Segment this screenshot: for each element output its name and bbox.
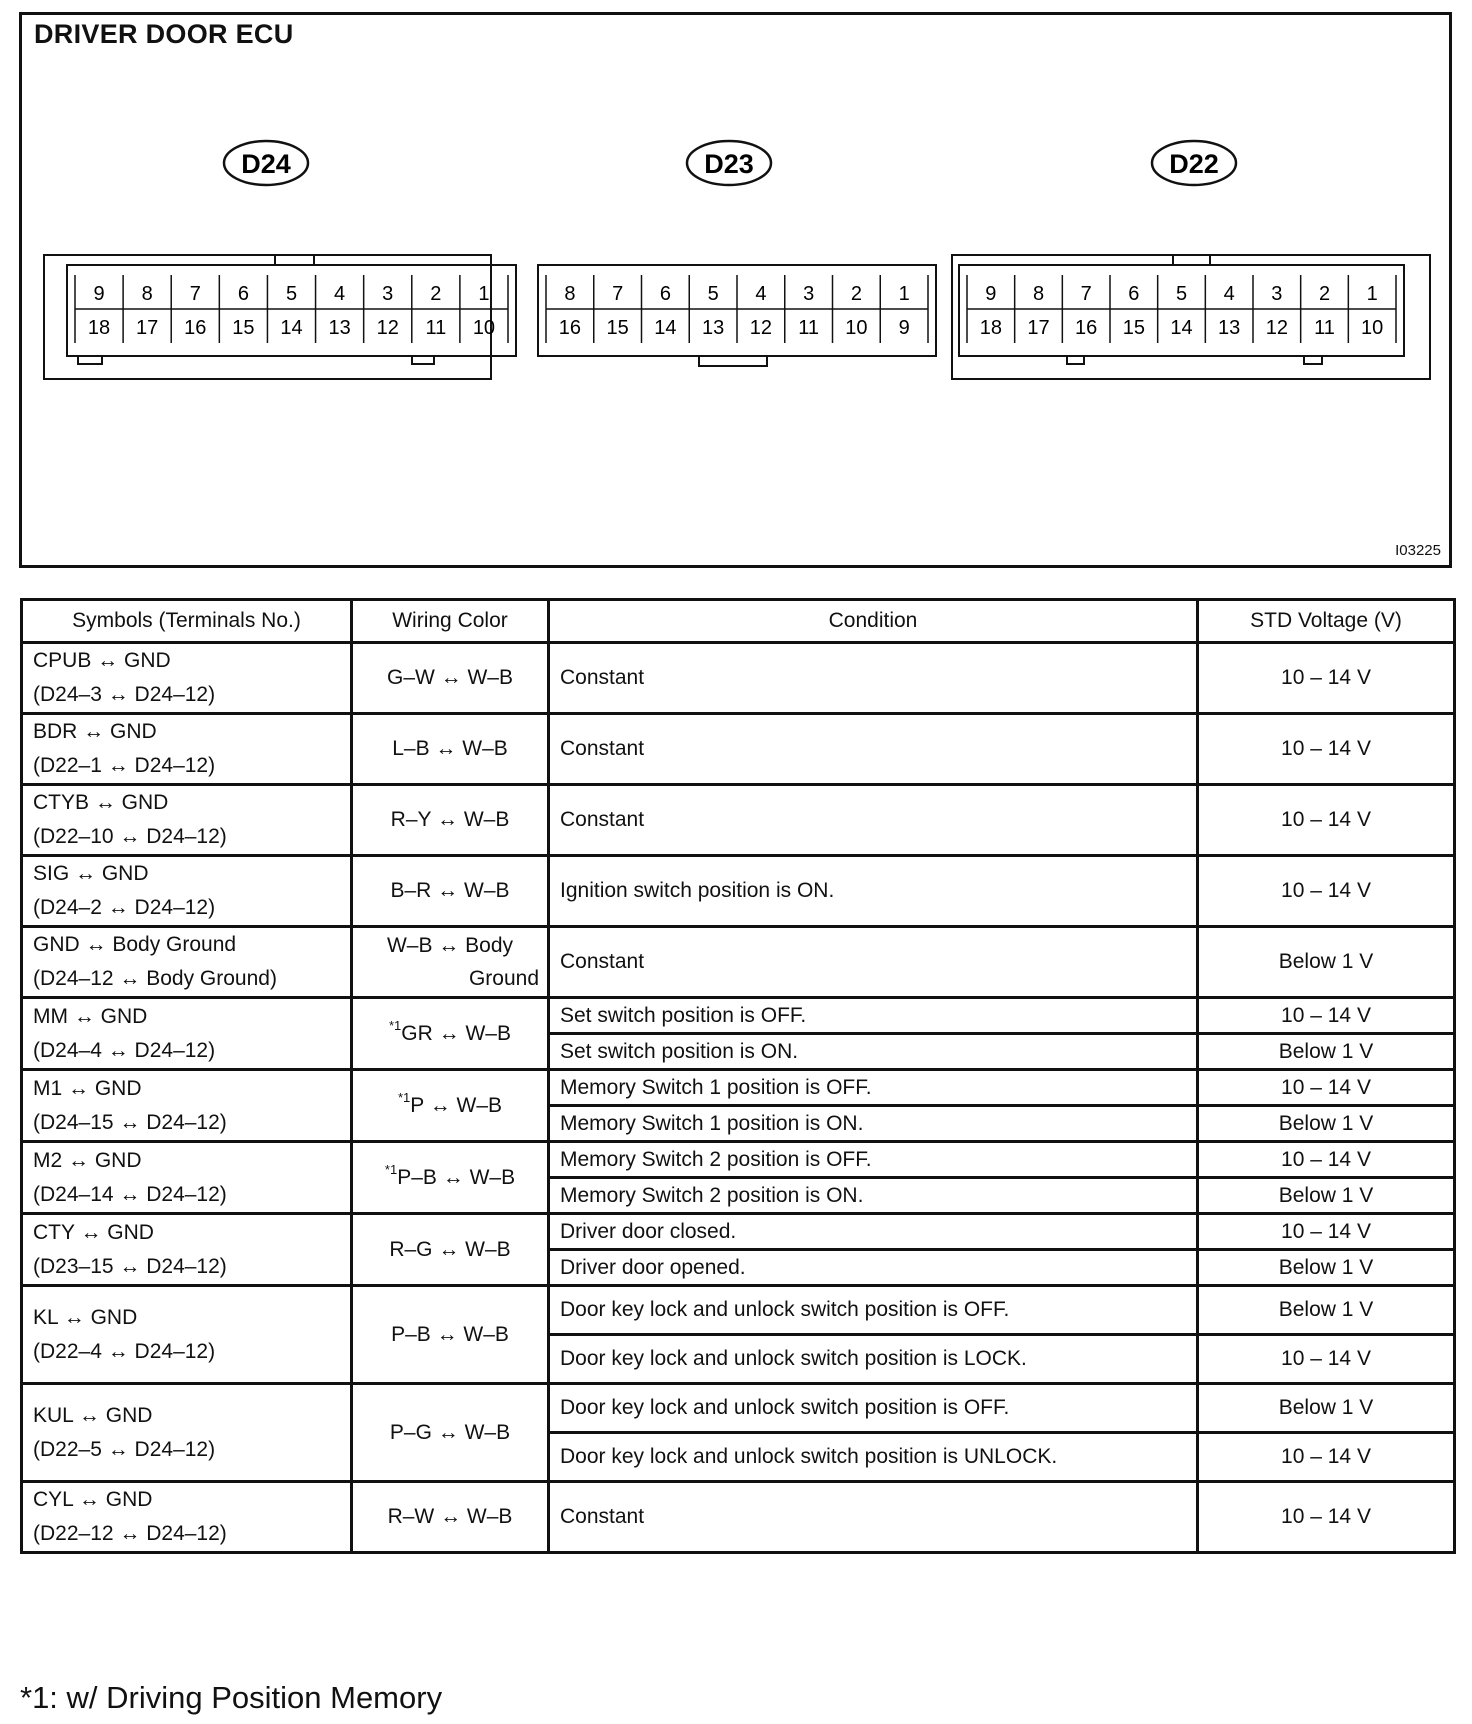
pin-number: 12 [749,317,772,339]
symbol-text: M1 ↔ GND [33,1076,142,1100]
symbol-cell [22,1482,352,1553]
wiring-color-text: P–B ↔ W–B [397,1165,516,1189]
wiring-color-text: B–R ↔ W–B [390,879,510,902]
terminal-numbers: (D24–12 ↔ Body Ground) [33,967,277,990]
wiring-color-cell [352,927,549,998]
pin-number: 13 [328,317,351,339]
wiring-color-text: GR ↔ W–B [401,1021,511,1045]
pin-number: 1 [898,283,910,305]
connector-tab [1067,356,1084,364]
pin-number: 16 [558,317,581,339]
condition-cell: Ignition switch position is ON. [549,856,1198,927]
std-voltage-cell: Below 1 V [1198,1106,1455,1142]
wiring-color-text: R–G ↔ W–B [389,1237,511,1261]
table-row [22,1482,1455,1553]
symbol-text: CTY ↔ GND [33,1220,154,1244]
symbol-cell [22,856,352,927]
header-wiring-color: Wiring Color [352,600,549,643]
terminal-numbers: (D22–1 ↔ D24–12) [33,754,216,777]
wiring-color-text: L–B ↔ W–B [392,737,508,760]
table-row [22,1384,1455,1433]
std-voltage-cell: Below 1 V [1198,1250,1455,1286]
symbol-text: SIG ↔ GND [33,862,149,885]
symbol-text: M2 ↔ GND [33,1148,142,1172]
pin-number: 6 [237,283,249,305]
std-voltage-cell: 10 – 14 V [1198,643,1455,714]
pin-number: 15 [232,317,255,339]
table-row [22,1286,1455,1335]
pin-number: 2 [430,283,442,305]
condition-cell: Driver door closed. [549,1214,1198,1250]
symbol-cell [22,1070,352,1142]
pin-number: 11 [425,317,447,339]
table-row [22,785,1455,856]
pin-number: 6 [1128,283,1140,305]
symbol-cell [22,643,352,714]
table-row [22,927,1455,998]
std-voltage-cell: 10 – 14 V [1198,1142,1455,1178]
connector-body [959,265,1404,356]
symbol-text: KUL ↔ GND [33,1403,153,1427]
symbol-cell [22,1142,352,1214]
pin-number: 4 [1223,283,1235,305]
wiring-color-text: W–B ↔ Body [386,934,514,957]
pin-number: 12 [376,317,399,339]
pin-number: 14 [280,317,303,339]
pin-number: 2 [1318,283,1331,305]
terminal-numbers: (D22–10 ↔ D24–12) [33,825,227,848]
pin-number: 1 [478,283,490,305]
condition-cell: Constant [549,927,1198,998]
pin-number: 10 [472,317,496,339]
pin-number: 4 [755,283,767,305]
pin-number: 11 [798,317,820,339]
footnote: *1: w/ Driving Position Memory [20,1680,443,1715]
pin-number: 5 [707,283,719,305]
pin-number: 5 [1175,283,1188,305]
pin-number: 7 [189,283,201,305]
symbol-cell [22,998,352,1070]
wiring-color-cell [352,856,549,927]
symbol-cell [22,714,352,785]
condition-cell: Constant [549,714,1198,785]
connector-tab [1304,356,1322,364]
std-voltage-cell: Below 1 V [1198,1384,1455,1433]
wiring-color-text-line2: Ground [468,967,539,990]
pin-number: 3 [382,283,394,305]
terminal-numbers: (D24–2 ↔ D24–12) [33,896,216,919]
std-voltage-cell: 10 – 14 V [1198,1335,1455,1384]
symbol-text: CYL ↔ GND [33,1488,153,1511]
footnote-marker: *1 [389,1017,402,1033]
std-voltage-cell: Below 1 V [1198,927,1455,998]
symbol-text: CPUB ↔ GND [33,649,171,672]
pin-number: 8 [141,283,153,305]
figure-id: I03225 [1395,542,1441,559]
symbol-text: GND ↔ Body Ground [33,933,237,956]
terminal-numbers: (D22–5 ↔ D24–12) [33,1437,216,1461]
pin-number: 2 [850,283,862,305]
pin-number: 9 [93,283,105,305]
wiring-color-cell [352,785,549,856]
pin-number: 3 [1271,283,1283,305]
std-voltage-cell: 10 – 14 V [1198,856,1455,927]
pin-number: 7 [612,283,624,305]
pin-number: 17 [1027,317,1050,339]
table-row [22,1214,1455,1250]
std-voltage-cell: 10 – 14 V [1198,785,1455,856]
pin-number: 9 [898,317,910,339]
footnote-marker: *1 [384,1161,398,1177]
table-row [22,1070,1455,1106]
std-voltage-cell: 10 – 14 V [1198,1214,1455,1250]
pin-number: 10 [1361,317,1384,339]
terminal-numbers: (D24–15 ↔ D24–12) [33,1110,227,1134]
pin-number: 16 [184,317,207,339]
std-voltage-cell: 10 – 14 V [1198,714,1455,785]
condition-cell: Door key lock and unlock switch position is LOCK. [549,1335,1198,1384]
table-header-row [22,600,1455,643]
symbol-cell [22,1286,352,1384]
wiring-color-cell [352,1214,549,1286]
terminal-numbers: (D24–14 ↔ D24–12) [33,1182,227,1206]
connector-label: D23 [704,149,754,179]
pin-number: 15 [606,317,629,339]
std-voltage-cell: Below 1 V [1198,1178,1455,1214]
std-voltage-cell: 10 – 14 V [1198,1482,1455,1553]
pin-number: 5 [285,283,298,305]
pin-number: 15 [1122,317,1145,339]
connector-diagram [19,12,1452,568]
table-body [22,643,1455,1553]
terminal-numbers: (D22–4 ↔ D24–12) [33,1339,216,1363]
condition-cell: Set switch position is OFF. [549,998,1198,1034]
condition-cell: Constant [549,643,1198,714]
condition-cell: Memory Switch 1 position is ON. [549,1106,1198,1142]
header-symbols: Symbols (Terminals No.) [22,600,352,643]
condition-cell: Door key lock and unlock switch position is UNLOCK. [549,1433,1198,1482]
wiring-color-cell [352,1384,549,1482]
connector-tab [78,356,102,364]
wiring-color-text: P–B ↔ W–B [391,1322,509,1346]
symbol-cell [22,1214,352,1286]
table-row [22,998,1455,1034]
condition-cell: Door key lock and unlock switch position is OFF. [549,1384,1198,1433]
connector-lock-key [699,356,767,366]
condition-cell: Door key lock and unlock switch position is OFF. [549,1286,1198,1335]
wiring-color-cell [352,643,549,714]
pin-number: 14 [654,317,677,339]
diagram-title: DRIVER DOOR ECU [34,19,294,49]
pin-number: 14 [1170,317,1193,339]
condition-cell: Driver door opened. [549,1250,1198,1286]
terminal-numbers: (D24–4 ↔ D24–12) [33,1038,216,1062]
symbol-cell [22,927,352,998]
wiring-color-text: R–Y ↔ W–B [390,808,510,831]
std-voltage-cell: Below 1 V [1198,1034,1455,1070]
pin-number: 10 [845,317,868,339]
wiring-color-cell [352,714,549,785]
pin-number: 18 [87,317,111,339]
symbol-cell [22,1384,352,1482]
pin-number: 13 [702,317,725,339]
condition-cell: Memory Switch 2 position is OFF. [549,1142,1198,1178]
pin-number: 16 [1075,317,1098,339]
connector-drawing [22,15,1449,565]
header-condition: Condition [549,600,1198,643]
symbol-text: BDR ↔ GND [33,720,157,743]
pin-number: 18 [979,317,1002,339]
symbol-text: KL ↔ GND [33,1305,138,1329]
terminal-numbers: (D23–15 ↔ D24–12) [33,1254,227,1278]
wiring-color-text: G–W ↔ W–B [386,666,513,689]
pin-number: 11 [1314,317,1335,339]
wiring-color-cell [352,1286,549,1384]
connector-tab [412,356,434,364]
wiring-color-cell [352,1070,549,1142]
condition-cell: Memory Switch 2 position is ON. [549,1178,1198,1214]
connector-body [67,265,516,356]
wiring-color-cell [352,1142,549,1214]
footnote-marker: *1 [397,1089,411,1105]
std-voltage-cell: 10 – 14 V [1198,1070,1455,1106]
wiring-color-cell [352,998,549,1070]
table-row [22,856,1455,927]
pin-number: 3 [803,283,815,305]
table-row [22,643,1455,714]
connector-label: D22 [1169,149,1219,179]
pin-number: 17 [136,317,159,339]
condition-cell: Constant [549,785,1198,856]
pin-number: 9 [985,283,997,305]
pin-number: 6 [659,283,671,305]
symbol-text: CTYB ↔ GND [33,791,169,814]
symbol-text: MM ↔ GND [33,1004,148,1028]
wiring-color-text: P–G ↔ W–B [389,1420,511,1444]
pin-number: 13 [1218,317,1241,339]
symbol-cell [22,785,352,856]
pin-number: 7 [1080,283,1092,305]
std-voltage-cell: 10 – 14 V [1198,1433,1455,1482]
pin-number: 12 [1265,317,1288,339]
std-voltage-cell: Below 1 V [1198,1286,1455,1335]
pin-number: 8 [564,283,576,305]
wiring-color-text: P ↔ W–B [410,1093,503,1117]
connector-lock-key [275,255,314,265]
condition-cell: Memory Switch 1 position is OFF. [549,1070,1198,1106]
header-std-voltage: STD Voltage (V) [1198,600,1455,643]
condition-cell: Set switch position is ON. [549,1034,1198,1070]
connector-lock-key [1173,255,1210,265]
table-row [22,714,1455,785]
condition-cell: Constant [549,1482,1198,1553]
pin-number: 8 [1032,283,1045,305]
connector-label: D24 [241,149,291,179]
std-voltage-cell: 10 – 14 V [1198,998,1455,1034]
terminal-numbers: (D24–3 ↔ D24–12) [33,683,216,706]
terminal-voltage-table [20,598,1456,1554]
table-row [22,1142,1455,1178]
wiring-color-text: R–W ↔ W–B [387,1505,513,1528]
wiring-color-cell [352,1482,549,1553]
pin-number: 4 [334,283,346,305]
terminal-numbers: (D22–12 ↔ D24–12) [33,1522,227,1545]
pin-number: 1 [1366,283,1378,305]
